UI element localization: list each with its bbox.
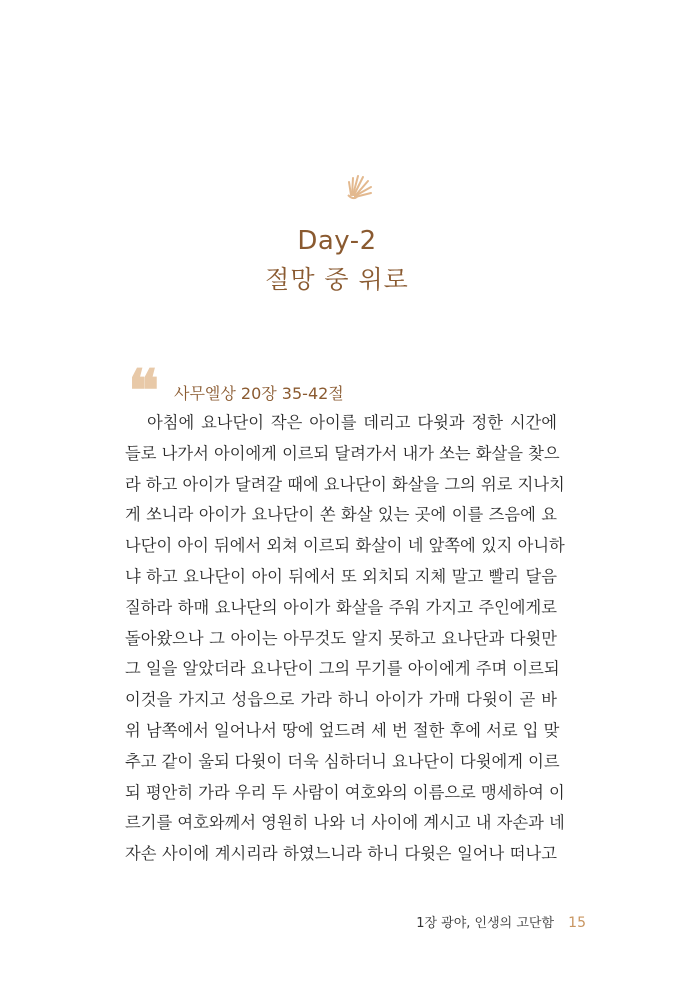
scripture-reference: 사무엘상 20장 35-42절 xyxy=(174,384,344,403)
scallop-shell-icon xyxy=(345,173,375,201)
text-line: 질하라 하매 요나단의 아이가 화살을 주워 가지고 주인에게로 xyxy=(125,597,557,617)
text-line: 냐 하고 요나단이 아이 뒤에서 또 외치되 지체 말고 빨리 달음 xyxy=(125,566,557,586)
scripture-text xyxy=(125,408,565,870)
text-line: 라 하고 아이가 달려갈 때에 요나단이 화살을 그의 위로 지나치 xyxy=(125,474,565,494)
text-line: 게 쏘니라 아이가 요나단이 쏜 화살 있는 곳에 이를 즈음에 요 xyxy=(125,505,557,525)
text-line: 추고 같이 울되 다윗이 더욱 심하더니 요나단이 다윗에게 이르 xyxy=(125,751,560,771)
text-line: 이것을 가지고 성읍으로 가라 하니 아이가 가매 다윗이 곧 바 xyxy=(125,690,557,710)
text-line: 나단이 아이 뒤에서 외쳐 이르되 화살이 네 앞쪽에 있지 아니하 xyxy=(125,536,565,556)
day-label: Day-2 xyxy=(297,226,377,256)
text-line: 들로 나가서 아이에게 이르되 달려가서 내가 쏘는 화살을 찾으 xyxy=(125,443,560,463)
text-line: 위 남쪽에서 일어나서 땅에 엎드려 세 번 절한 후에 서로 입 맞 xyxy=(125,720,560,740)
text-line: 그 일을 알았더라 요나단이 그의 무기를 아이에게 주며 이르되 xyxy=(125,659,560,679)
text-line: 돌아왔으나 그 아이는 아무것도 알지 못하고 요나단과 다윗만 xyxy=(125,628,557,648)
page-footer xyxy=(416,912,586,931)
page-number: 15 xyxy=(568,915,586,931)
chapter-title: 절망 중 위로 xyxy=(265,265,409,294)
text-line: 아침에 요나단이 작은 아이를 데리고 다윗과 정한 시간에 xyxy=(147,413,557,432)
quote-mark-icon: ❝ xyxy=(128,357,160,425)
text-line: 자손 사이에 계시리라 하였느니라 하니 다윗은 일어나 떠나고 xyxy=(125,844,557,864)
running-head: 1장 광야, 인생의 고단함 xyxy=(416,916,555,931)
text-line: 르기를 여호와께서 영원히 나와 너 사이에 계시고 내 자손과 네 xyxy=(125,813,565,833)
text-line: 되 평안히 가라 우리 두 사람이 여호와의 이름으로 맹세하여 이 xyxy=(125,782,565,802)
